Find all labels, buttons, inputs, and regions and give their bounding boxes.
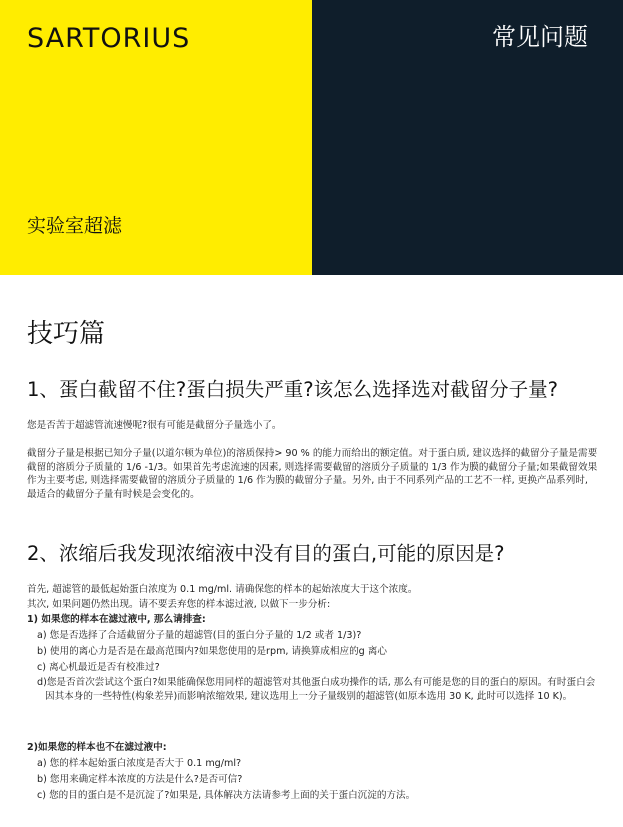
case-2-item-a: a) 您的样本起始蛋白浓度是否大于 0.1 mg/ml? [37, 758, 242, 769]
case-1-item-d: d)您是否首次尝试这个蛋白?如果能确保您用同样的超滤管对其他蛋白成功操作的话, 那么有可能是您的目的蛋白的原因。有时蛋白会因其本身的一些特性(构象差异)而影响浓缩效果, 建议选用上一分子量级别的超滤管(如原本选用 30 K, 此时可以选择 10 K)。 [37, 677, 596, 702]
case-1-item-a: a) 您是否选择了合适截留分子量的超滤管(目的蛋白分子量的 1/2 或者 1/3)? [37, 630, 362, 641]
document-title: 常见问题 [492, 23, 588, 51]
document-subtitle: 实验室超滤 [27, 215, 123, 237]
case-1-heading: 1) 如果您的样本在滤过液中, 那么请排查: [27, 614, 206, 625]
header-banner [0, 0, 623, 275]
question-1-title: 1、蛋白截留不住?蛋白损失严重?该怎么选择选对截留分子量? [27, 378, 558, 401]
question-2-line-2: 其次, 如果问题仍然出现。请不要丢弃您的样本滤过液, 以做下一步分析: [27, 599, 331, 610]
question-1-intro: 您是否苦于超滤管流速慢呢?很有可能是截留分子量选小了。 [27, 420, 282, 431]
section-title: 技巧篇 [27, 319, 106, 349]
question-2-line-1: 首先, 超滤管的最低起始蛋白浓度为 0.1 mg/ml. 请确保您的样本的起始浓度大于这个浓度。 [27, 584, 418, 595]
question-2-title: 2、浓缩后我发现浓缩液中没有目的蛋白,可能的原因是? [27, 542, 505, 565]
case-1-item-c: c) 离心机最近是否有校准过? [37, 662, 160, 673]
case-1-item-b: b) 使用的离心力是否是在最高范围内?如果您使用的是rpm, 请换算成相应的g 离心 [37, 646, 387, 657]
case-2-heading: 2)如果您的样本也不在滤过液中: [27, 742, 167, 753]
case-2-item-c: c) 您的目的蛋白是不是沉淀了?如果是, 具体解决方法请参考上面的关于蛋白沉淀的方法。 [37, 790, 416, 801]
sartorius-logo: SARTORIUS [27, 23, 191, 54]
question-1-body: 截留分子量是根据已知分子量(以道尔顿为单位)的溶质保持> 90 % 的能力而给出的额定值。对于蛋白质, 建议选择的截留分子量是需要截留的溶质分子质量的 1/6 -1/3。如果首先考虑流速的因素, 则选择需要截留的溶质分子质量的 1/3 作为膜的截留分子量;如果截留效果作为主要考虑, 则选择需要截留的溶质分子质量的 1/6 作为膜的截留分子量。另外, 由于不同系列产品的工艺不一样, 更换产品系列时, 最适合的截留分子量有时候是会变化的。 [27, 448, 598, 500]
case-2-item-b: b) 您用来确定样本浓度的方法是什么?是否可信? [37, 774, 243, 785]
